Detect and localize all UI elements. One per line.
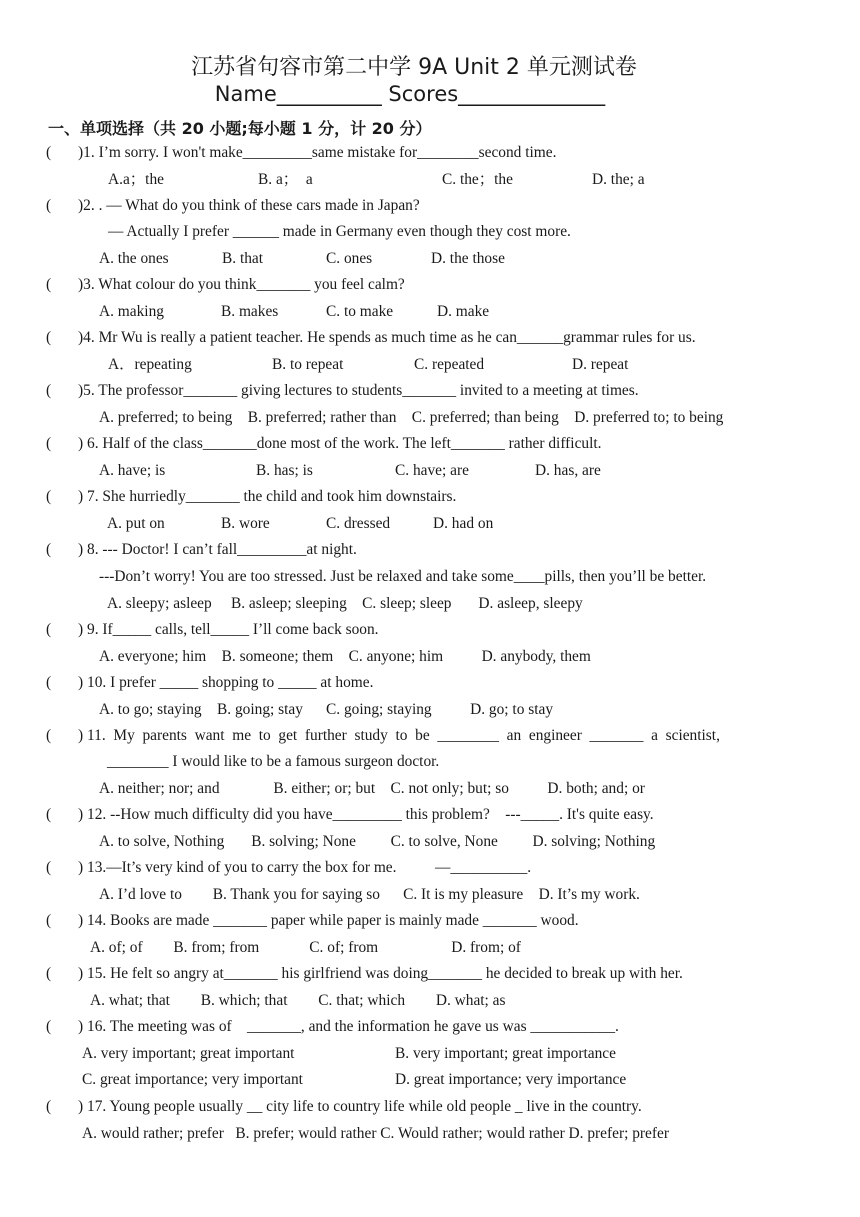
option-b: B. to repeat xyxy=(272,356,344,373)
question-8: ( ) 8. --- Doctor! I can’t fall_________at night. xyxy=(46,541,357,558)
question-13: ( ) 13.—It’s very kind of you to carry the box for me. —__________. xyxy=(46,859,532,876)
option-b: B. that xyxy=(222,250,264,267)
options-line: A. I’d love to B. Thank you for saying so C. It is my pleasure D. It’s my work. xyxy=(99,886,640,903)
question-4: ( )4. Mr Wu is really a patient teacher. He spends as much time as he can______grammar rules for us. xyxy=(46,329,696,346)
option-d: D. the those xyxy=(431,250,505,267)
question-10: ( ) 10. I prefer _____ shopping to _____ at home. xyxy=(46,674,374,691)
option-a: A．repeating xyxy=(108,356,192,373)
question-8-line-2: ---Don’t worry! You are too stressed. Just be relaxed and take some____pills, then you’ll be better. xyxy=(99,568,707,585)
option-b: B. wore xyxy=(221,515,270,532)
option-a: A.a；the xyxy=(108,171,164,188)
option-d: D. great importance; very importance xyxy=(395,1071,627,1088)
section-heading: 一、单项选择（共 20 小题;每小题 1 分，计 20 分） xyxy=(48,119,432,138)
options-line: A. everyone; him B. someone; them C. anyone; him D. anybody, them xyxy=(99,648,591,665)
question-11-line-2: ________ I would like to be a famous surgeon doctor. xyxy=(107,753,440,770)
option-a: A. making xyxy=(99,303,164,320)
option-c: C. dressed xyxy=(326,515,391,532)
options-line: A. sleepy; asleep B. asleep; sleeping C. sleep; sleep D. asleep, sleepy xyxy=(107,595,583,612)
question-12: ( ) 12. --How much difficulty did you have_________ this problem? ---_____. It's quite easy. xyxy=(46,806,654,823)
option-d: D. make xyxy=(437,303,490,320)
question-2: ( )2. . — What do you think of these cars made in Japan? xyxy=(46,197,420,214)
option-c: C. great importance; very important xyxy=(82,1071,303,1088)
page-title: 江苏省句容市第二中学 9A Unit 2 单元测试卷 xyxy=(191,55,637,80)
question-6: ( ) 6. Half of the class_______done most of the work. The left_______ rather difficult. xyxy=(46,435,602,452)
option-b: B. very important; great importance xyxy=(395,1045,616,1062)
option-a: A. put on xyxy=(107,515,165,532)
question-1: ( )1. I’m sorry. I won't make_________same mistake for________second time. xyxy=(46,144,557,161)
options-line: A. neither; nor; and B. either; or; but C. not only; but; so D. both; and; or xyxy=(99,780,645,797)
question-5: ( )5. The professor_______ giving lectures to students_______ invited to a meeting at times. xyxy=(46,382,639,399)
options-line: A. of; of B. from; from C. of; from D. from; of xyxy=(90,939,521,956)
option-d: D. the; a xyxy=(592,171,645,188)
option-a: A. very important; great important xyxy=(82,1045,295,1062)
option-a: A. have; is xyxy=(99,462,166,479)
question-14: ( ) 14. Books are made _______ paper while paper is mainly made _______ wood. xyxy=(46,912,579,929)
question-15: ( ) 15. He felt so angry at_______ his girlfriend was doing_______ he decided to break up with her. xyxy=(46,965,683,982)
option-a: A. the ones xyxy=(99,250,169,267)
option-d: D. had on xyxy=(433,515,494,532)
option-c: C. ones xyxy=(326,250,373,267)
question-16: ( ) 16. The meeting was of _______, and the information he gave us was ___________. xyxy=(46,1018,619,1035)
option-b: B. makes xyxy=(221,303,279,320)
options-line: A. to solve, Nothing B. solving; None C. to solve, None D. solving; Nothing xyxy=(99,833,656,850)
option-c: C. the；the xyxy=(442,171,513,188)
option-b: B. a； a xyxy=(258,171,313,188)
options-line: A. preferred; to being B. preferred; rather than C. preferred; than being D. preferred to; to being xyxy=(99,409,724,426)
question-9: ( ) 9. If_____ calls, tell_____ I’ll come back soon. xyxy=(46,621,379,638)
option-c: C. to make xyxy=(326,303,394,320)
options-line: A. what; that B. which; that C. that; which D. what; as xyxy=(90,992,506,1009)
options-line: A. would rather; prefer B. prefer; would rather C. Would rather; would rather D. prefer; prefer xyxy=(82,1125,669,1142)
question-7: ( ) 7. She hurriedly_______ the child and took him downstairs. xyxy=(46,488,457,505)
option-c: C. repeated xyxy=(414,356,485,373)
question-11: ( ) 11. My parents want me to get further study to be ________ an engineer _______ a scientist, xyxy=(46,727,720,744)
option-c: C. have; are xyxy=(395,462,469,479)
option-d: D. has, are xyxy=(535,462,601,479)
options-line: A. to go; staying B. going; stay C. going; staying D. go; to stay xyxy=(99,701,554,718)
question-2-line-2: — Actually I prefer ______ made in Germany even though they cost more. xyxy=(108,223,571,240)
option-b: B. has; is xyxy=(256,462,313,479)
option-d: D. repeat xyxy=(572,356,629,373)
question-17: ( ) 17. Young people usually __ city life to country life while old people _ live in the country. xyxy=(46,1098,642,1115)
name-scores-line: Name__________ Scores______________ xyxy=(214,82,606,106)
question-3: ( )3. What colour do you think_______ you feel calm? xyxy=(46,276,405,293)
